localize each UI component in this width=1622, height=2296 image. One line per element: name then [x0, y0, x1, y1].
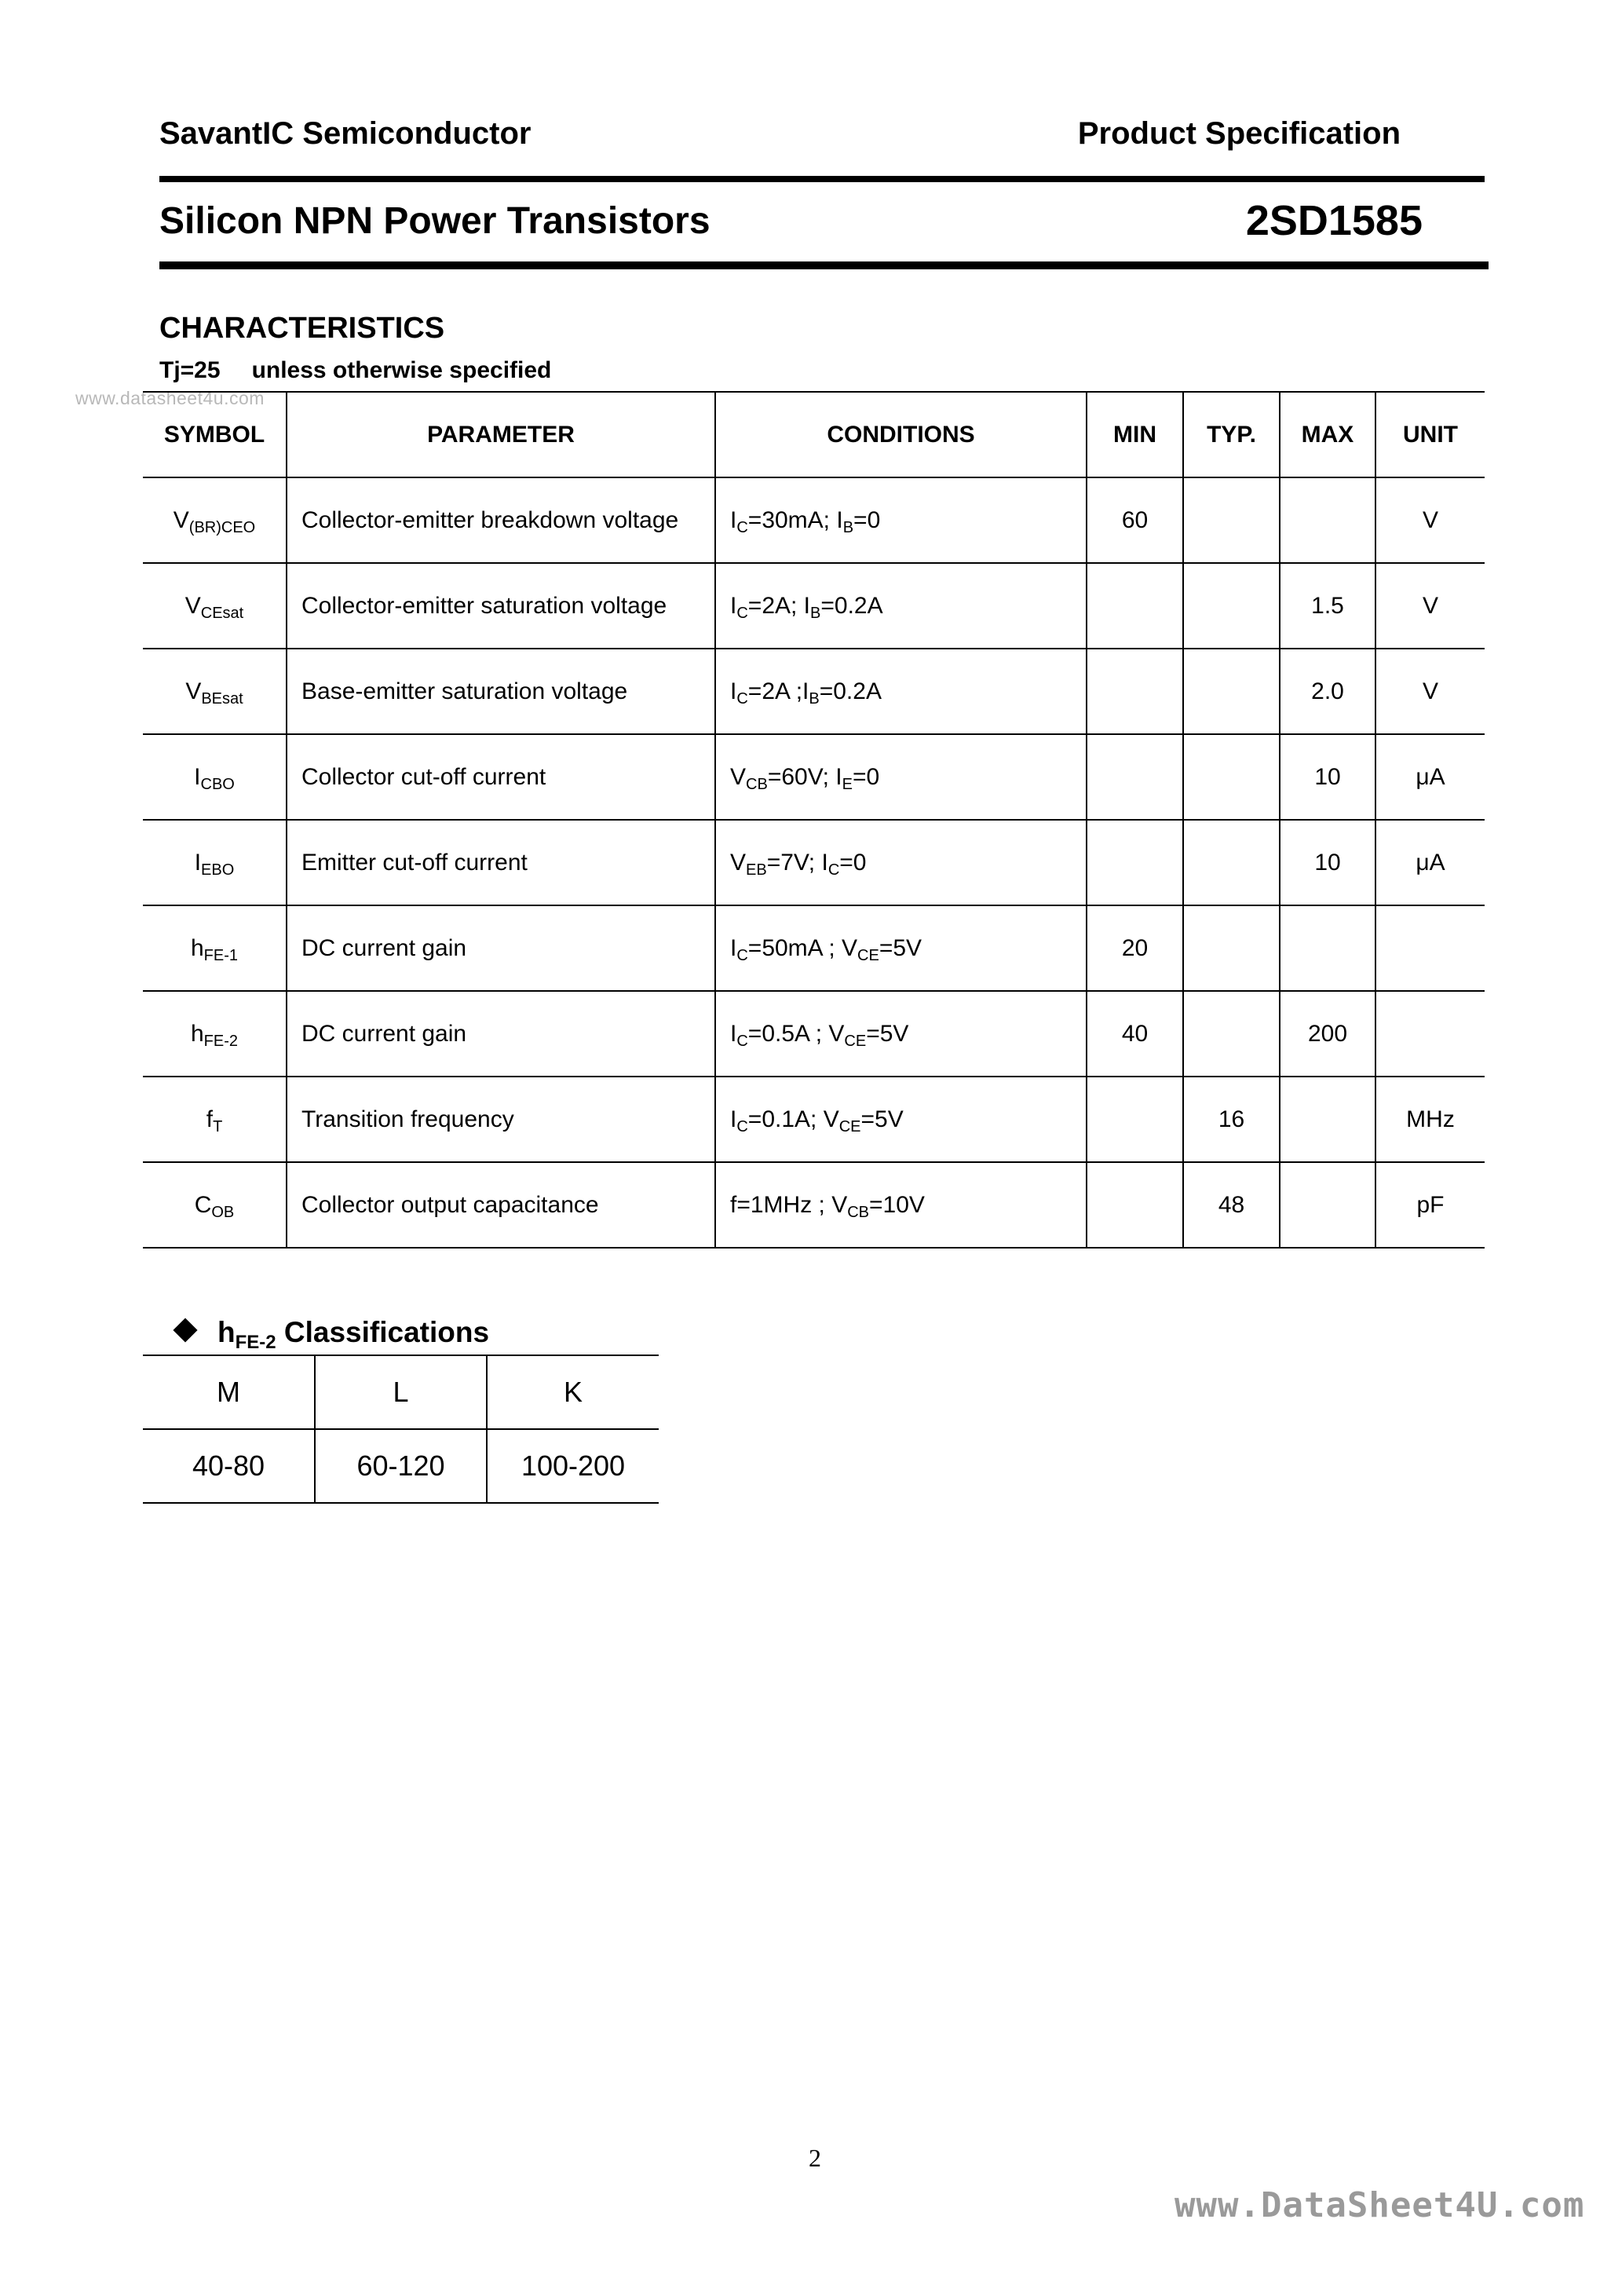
max-cell: 10: [1280, 820, 1375, 905]
range-cell: 60-120: [315, 1429, 487, 1503]
header-conditions: CONDITIONS: [715, 392, 1087, 477]
classifications-title: $h_{FE-2}$ Classifications: [177, 1316, 489, 1349]
conditions-cell: $I_C=2A$ $;I_B=0.2A$: [715, 649, 1087, 734]
rank-cell: K: [487, 1355, 659, 1429]
symbol-cell: $V_{(BR)CEO}$: [143, 477, 287, 563]
header-rule-top: [159, 176, 1485, 182]
document-type: Product Specification: [1077, 116, 1401, 151]
symbol-cell: $h_{FE-2}$: [143, 991, 287, 1077]
parameter-cell: DC current gain: [287, 991, 715, 1077]
header-symbol: SYMBOL: [143, 392, 287, 477]
conditions-cell: f=1MHz ; $V_{CB}=10V$: [715, 1162, 1087, 1248]
conditions-cell: $V_{EB}=7V$; $I_C=0$: [715, 820, 1087, 905]
table-row: [143, 734, 1485, 820]
range-cell: 100-200: [487, 1429, 659, 1503]
range-cell: 40-80: [143, 1429, 315, 1503]
min-cell: [1087, 649, 1183, 734]
min-cell: [1087, 1162, 1183, 1248]
unit-cell: μA: [1375, 820, 1485, 905]
typ-cell: [1183, 649, 1280, 734]
unit-cell: μA: [1375, 734, 1485, 820]
unit-cell: [1375, 991, 1485, 1077]
header-parameter: PARAMETER: [287, 392, 715, 477]
table-row: [143, 820, 1485, 905]
diamond-bullet-icon: [173, 1318, 197, 1342]
table-row: [143, 905, 1485, 991]
typ-cell: 48: [1183, 1162, 1280, 1248]
product-title: Silicon NPN Power Transistors: [159, 200, 711, 242]
test-condition-note: [159, 357, 551, 384]
unit-cell: pF: [1375, 1162, 1485, 1248]
max-cell: 1.5: [1280, 563, 1375, 649]
header-unit: UNIT: [1375, 392, 1485, 477]
min-cell: [1087, 820, 1183, 905]
parameter-cell: DC current gain: [287, 905, 715, 991]
condition-text: unless otherwise specified: [251, 357, 552, 383]
max-cell: 10: [1280, 734, 1375, 820]
min-cell: [1087, 563, 1183, 649]
unit-cell: [1375, 905, 1485, 991]
unit-cell: V: [1375, 649, 1485, 734]
range-row: [143, 1429, 659, 1503]
conditions-cell: $I_C=30mA$; $I_B=0$: [715, 477, 1087, 563]
table-row: [143, 649, 1485, 734]
rank-row: [143, 1355, 659, 1429]
conditions-cell: $I_C=0.5A$ ; $V_{CE}=5V$: [715, 991, 1087, 1077]
parameter-cell: Transition frequency: [287, 1077, 715, 1162]
parameter-cell: Emitter cut-off current: [287, 820, 715, 905]
table-header-row: [143, 392, 1485, 477]
conditions-cell: $I_C=0.1A$; $V_{CE}=5V$: [715, 1077, 1087, 1162]
symbol-cell: $h_{FE-1}$: [143, 905, 287, 991]
typ-cell: [1183, 905, 1280, 991]
max-cell: 2.0: [1280, 649, 1375, 734]
typ-cell: 16: [1183, 1077, 1280, 1162]
min-cell: 60: [1087, 477, 1183, 563]
parameter-cell: Collector cut-off current: [287, 734, 715, 820]
part-number: 2SD1585: [1245, 197, 1423, 244]
company-name: SavantIC Semiconductor: [159, 116, 532, 151]
max-cell: [1280, 905, 1375, 991]
symbol-cell: $f_T$: [143, 1077, 287, 1162]
table-row: [143, 1162, 1485, 1248]
unit-cell: V: [1375, 563, 1485, 649]
symbol-cell: $I_{EBO}$: [143, 820, 287, 905]
watermark-bottom: www.DataSheet4U.com: [1174, 2185, 1585, 2225]
header-max: MAX: [1280, 392, 1375, 477]
typ-cell: [1183, 820, 1280, 905]
characteristics-table: [143, 391, 1485, 1249]
section-title: CHARACTERISTICS: [159, 312, 445, 345]
unit-cell: MHz: [1375, 1077, 1485, 1162]
rank-cell: M: [143, 1355, 315, 1429]
max-cell: [1280, 477, 1375, 563]
max-cell: 200: [1280, 991, 1375, 1077]
table-row: [143, 563, 1485, 649]
conditions-cell: $I_C=2A$; $I_B=0.2A$: [715, 563, 1087, 649]
condition-temperature: Tj=25: [159, 357, 221, 383]
table-row: [143, 1077, 1485, 1162]
symbol-cell: $V_{BEsat}$: [143, 649, 287, 734]
parameter-cell: Base-emitter saturation voltage: [287, 649, 715, 734]
min-cell: 20: [1087, 905, 1183, 991]
parameter-cell: Collector-emitter saturation voltage: [287, 563, 715, 649]
header-rule-bottom: [159, 261, 1489, 269]
table-row: [143, 477, 1485, 563]
rank-cell: L: [315, 1355, 487, 1429]
typ-cell: [1183, 991, 1280, 1077]
symbol-cell: $C_{OB}$: [143, 1162, 287, 1248]
conditions-cell: $V_{CB}=60V$; $I_E=0$: [715, 734, 1087, 820]
parameter-cell: Collector output capacitance: [287, 1162, 715, 1248]
page-number: 2: [809, 2144, 821, 2172]
typ-cell: [1183, 734, 1280, 820]
parameter-cell: Collector-emitter breakdown voltage: [287, 477, 715, 563]
unit-cell: V: [1375, 477, 1485, 563]
min-cell: 40: [1087, 991, 1183, 1077]
classifications-table: [143, 1355, 659, 1504]
symbol-cell: $I_{CBO}$: [143, 734, 287, 820]
watermark-top: www.datasheet4u.com: [75, 388, 265, 408]
typ-cell: [1183, 563, 1280, 649]
header-typ: TYP.: [1183, 392, 1280, 477]
min-cell: [1087, 1077, 1183, 1162]
header-min: MIN: [1087, 392, 1183, 477]
typ-cell: [1183, 477, 1280, 563]
table-row: [143, 991, 1485, 1077]
max-cell: [1280, 1077, 1375, 1162]
max-cell: [1280, 1162, 1375, 1248]
symbol-cell: $V_{CEsat}$: [143, 563, 287, 649]
conditions-cell: $I_C=50mA$ ; $V_{CE}=5V$: [715, 905, 1087, 991]
min-cell: [1087, 734, 1183, 820]
